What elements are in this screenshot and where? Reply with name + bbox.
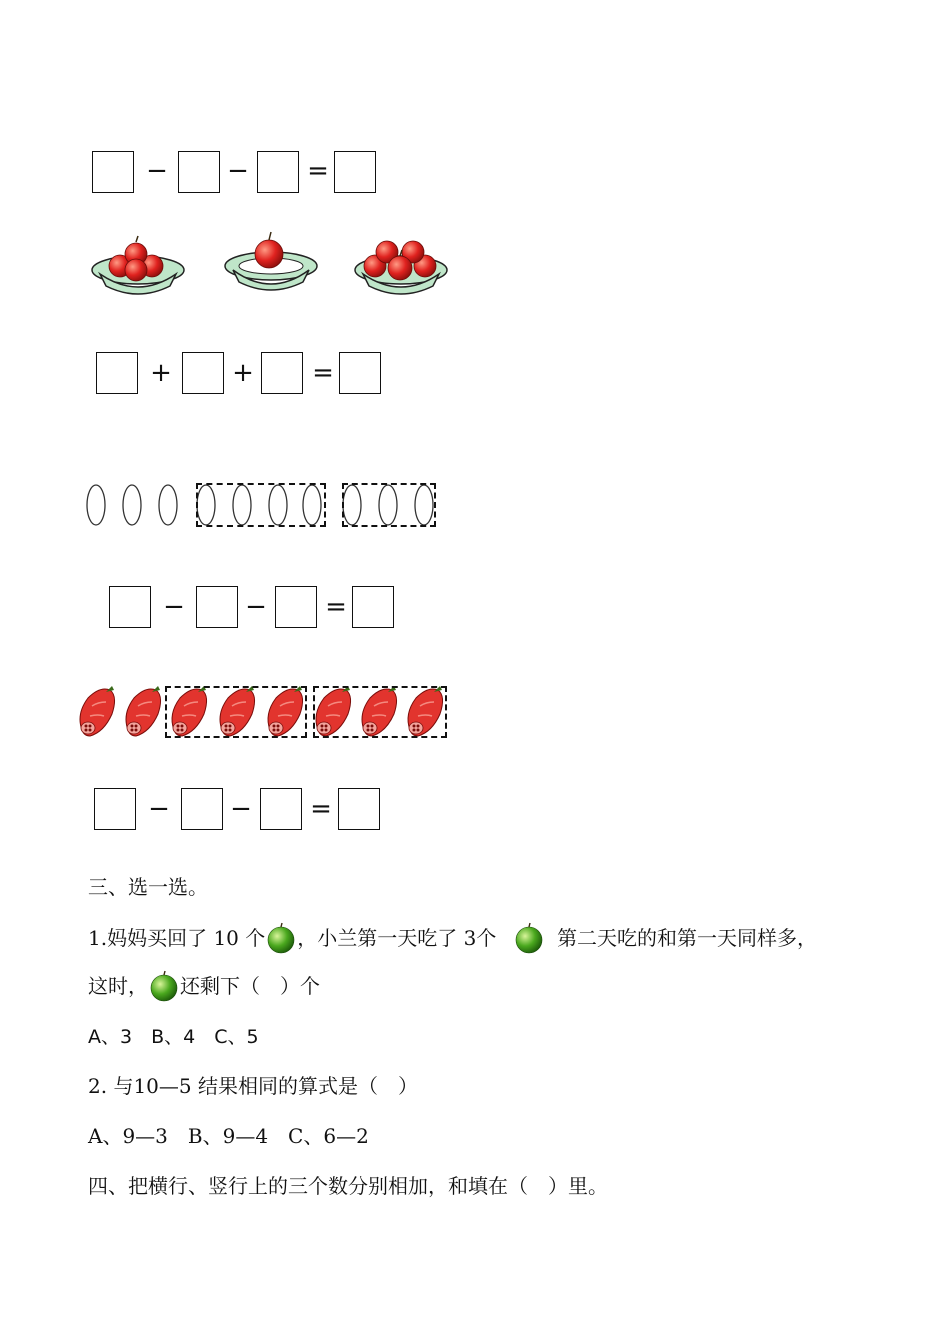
green-apple-icon (265, 922, 297, 954)
operator: − (227, 156, 249, 186)
green-apple-icon (148, 970, 180, 1002)
operator: + (150, 358, 172, 388)
oval-shape (123, 485, 141, 525)
q2-text: 2. 与10—5 结果相同的算式是（ ） (88, 1074, 418, 1098)
q1-options: A、3 B、4 C、5 (88, 1026, 259, 1048)
operator: − (245, 592, 267, 622)
apple-icon (125, 259, 147, 281)
answer-box[interactable] (352, 586, 394, 628)
dashed-group-box (313, 686, 447, 738)
q1-text: 第二天吃的和第一天同样多， (557, 926, 818, 950)
answer-box[interactable] (94, 788, 136, 830)
dashed-group-box (165, 686, 307, 738)
answer-box[interactable] (260, 788, 302, 830)
answer-box[interactable] (257, 151, 299, 193)
q1-line-2 (88, 970, 320, 1002)
apple-icon (388, 256, 412, 280)
q1-text: 还剩下（ ）个 (180, 974, 320, 998)
operator: + (232, 358, 254, 388)
q2-options: A、9—3 B、9—4 C、6—2 (88, 1124, 369, 1148)
operator: − (230, 794, 252, 824)
operator: = (310, 794, 332, 824)
bowl-2 (225, 232, 317, 290)
lotus-root-icon (126, 686, 161, 736)
q1-line-1 (88, 922, 817, 954)
q1-text: 1.妈妈买回了 10 个 (88, 926, 266, 950)
answer-box[interactable] (338, 788, 380, 830)
answer-box[interactable] (109, 586, 151, 628)
operator: = (325, 592, 347, 622)
q1-text: 这时， (88, 974, 148, 998)
bowls-figure (85, 228, 465, 303)
operator: − (163, 592, 185, 622)
answer-box[interactable] (196, 586, 238, 628)
section3-heading: 三、选一选。 (88, 875, 208, 899)
q1-text: ，小兰第一天吃了 3个 (297, 926, 497, 950)
answer-box[interactable] (334, 151, 376, 193)
dashed-group-box (196, 483, 326, 527)
answer-box[interactable] (339, 352, 381, 394)
oval-shape (87, 485, 105, 525)
answer-box[interactable] (96, 352, 138, 394)
answer-box[interactable] (261, 352, 303, 394)
answer-box[interactable] (275, 586, 317, 628)
dashed-group-box (342, 483, 436, 527)
oval-shape (159, 485, 177, 525)
section4-heading: 四、把横行、竖行上的三个数分别相加，和填在（ ）里。 (88, 1174, 608, 1198)
apple-icon (255, 240, 283, 268)
answer-box[interactable] (178, 151, 220, 193)
answer-box[interactable] (182, 352, 224, 394)
operator: = (312, 358, 334, 388)
green-apple-icon (513, 922, 545, 954)
operator: = (307, 156, 329, 186)
operator: − (146, 156, 168, 186)
operator: − (148, 794, 170, 824)
answer-box[interactable] (181, 788, 223, 830)
answer-box[interactable] (92, 151, 134, 193)
bowl-1 (92, 236, 184, 294)
bowl-3 (355, 241, 447, 294)
